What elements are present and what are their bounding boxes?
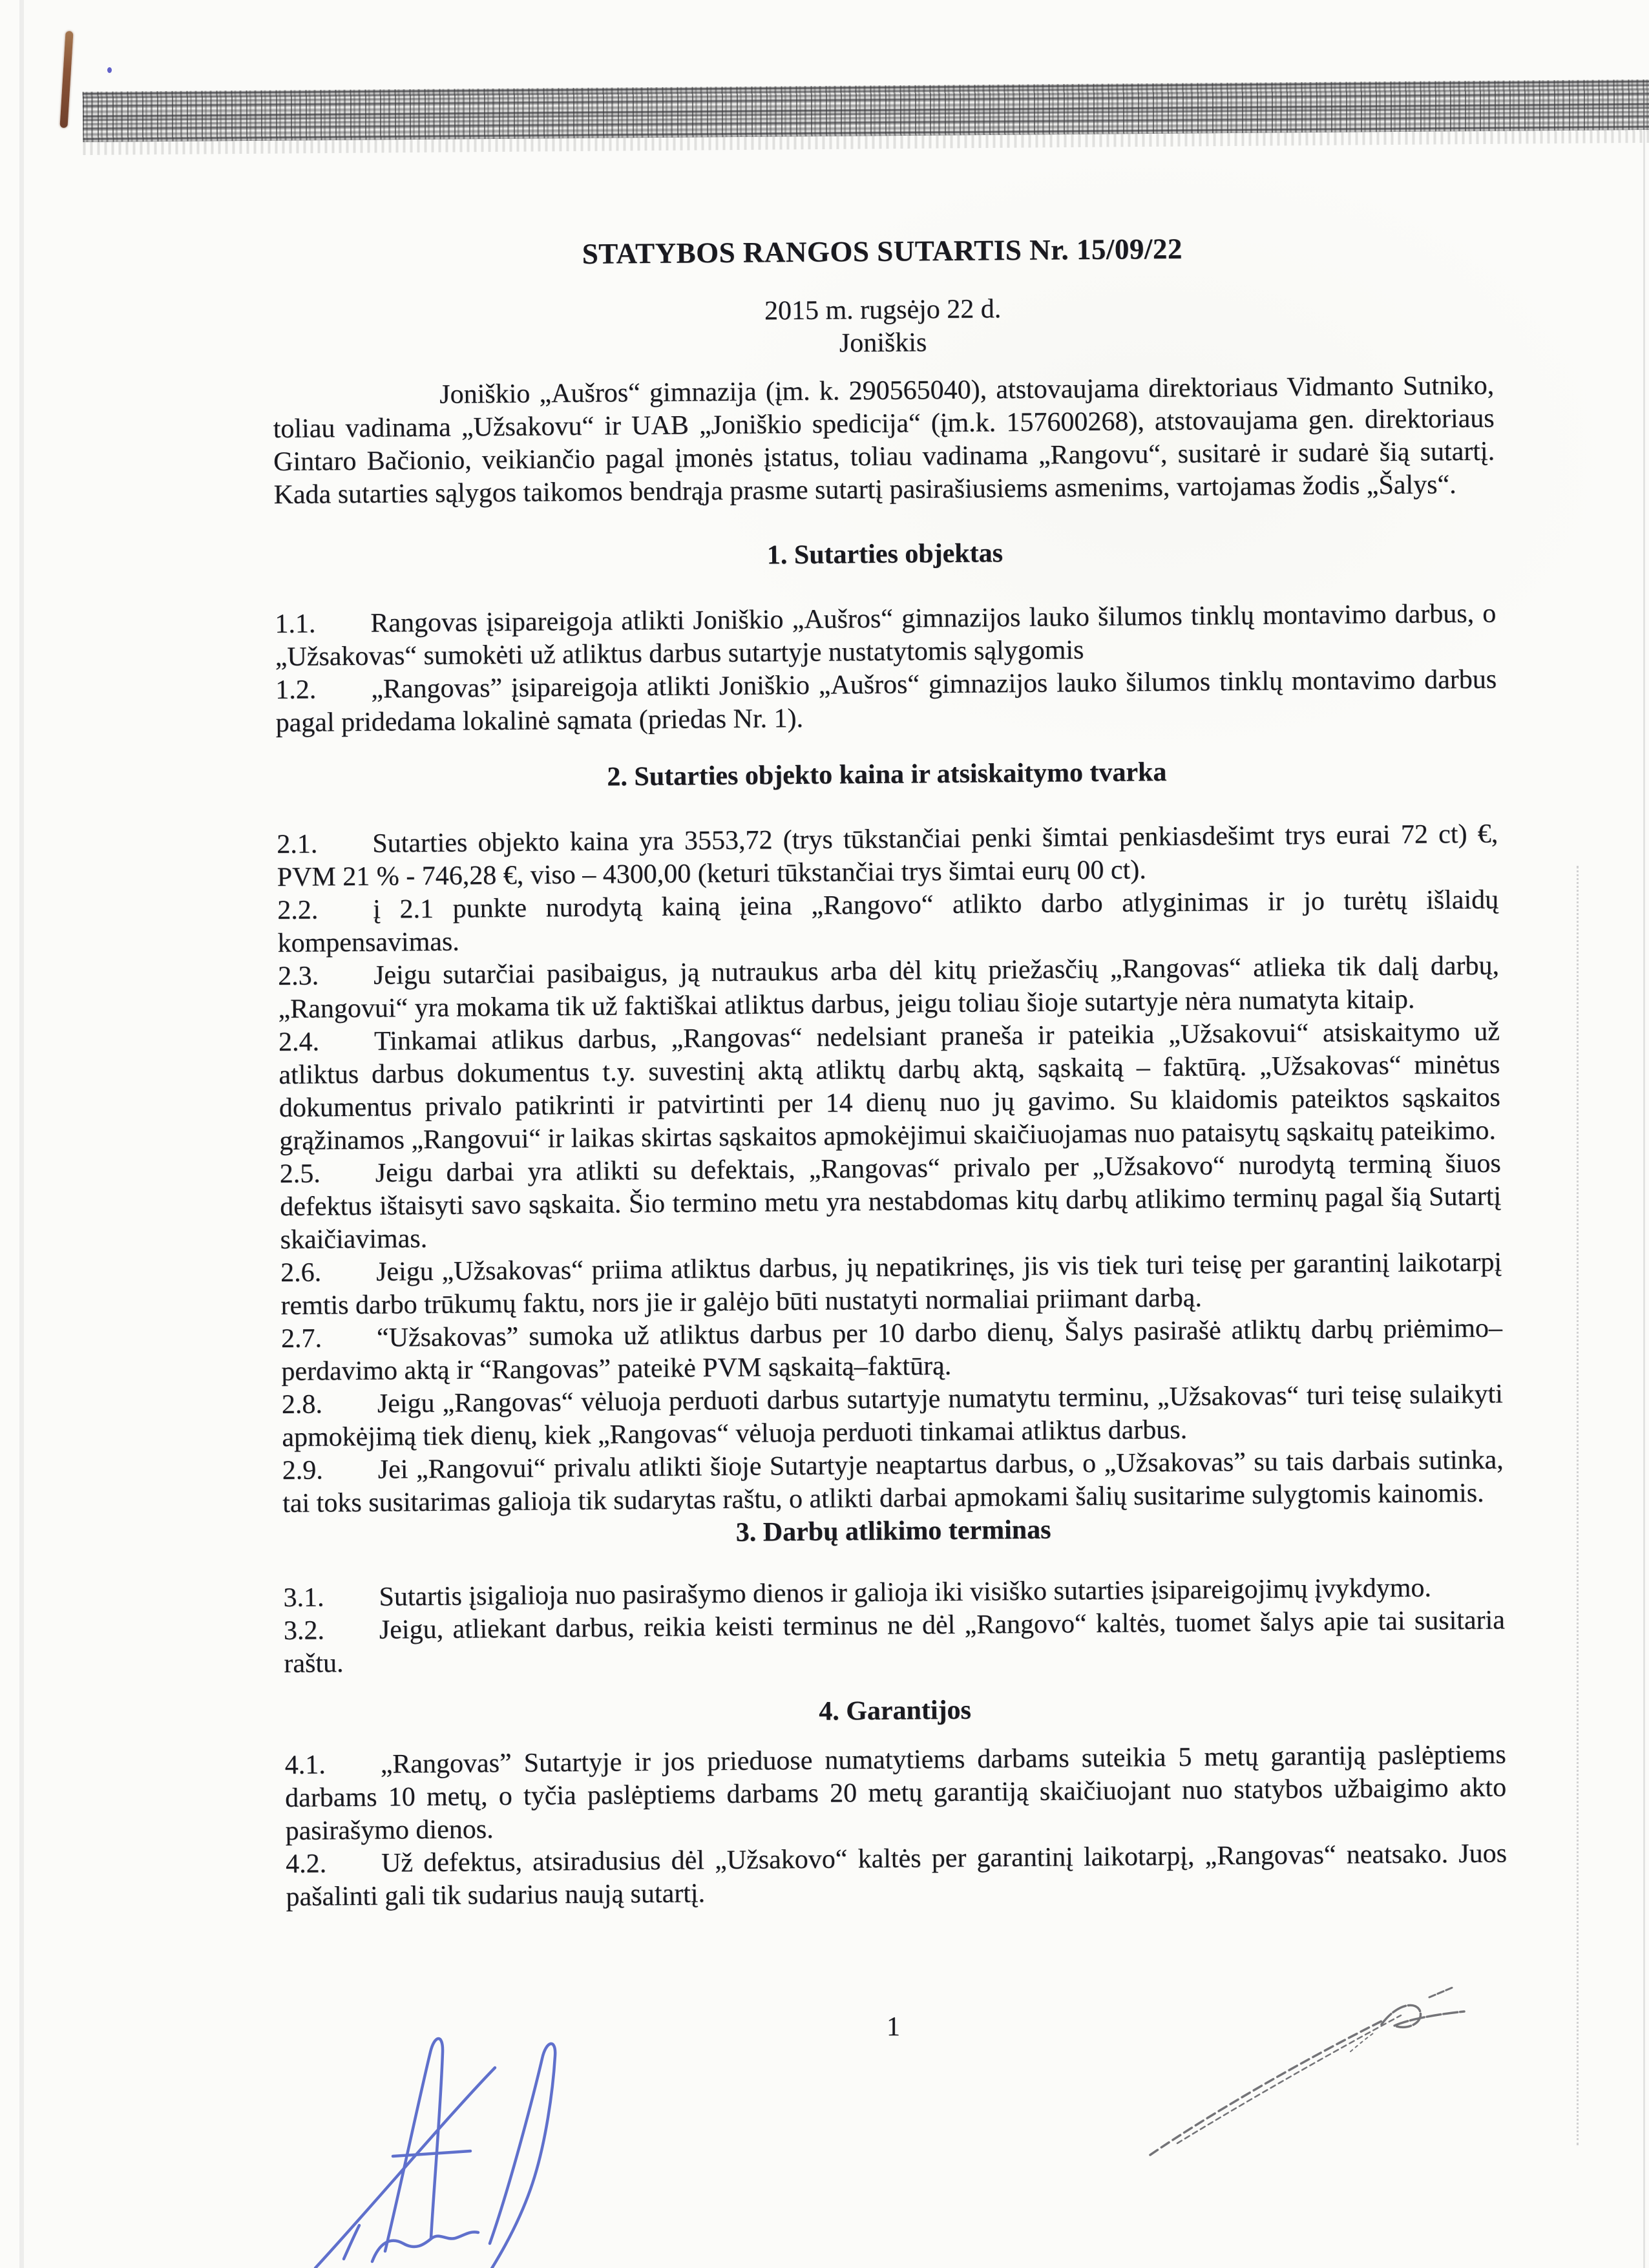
clause-number: 2.9. bbox=[282, 1455, 323, 1486]
clause-number: 2.3. bbox=[277, 961, 319, 991]
clause-number: 1.2. bbox=[275, 675, 317, 706]
clause-text: Jeigu, atliekant darbus, reikia keisti terminus ne dėl „Rangovo“ kaltės, tuomet šalys apie tai susitaria raštu. bbox=[284, 1605, 1506, 1679]
preamble-paragraph: Joniškio „Aušros“ gimnazija (įm. k. 290565040), atstovaujama direktoriaus Vidmanto Sutniko, toliau vadinama „Užsakovu“ ir UAB „Joniškio spedicija“ (įm.k. 157600268), atstovaujama gen. direktoriaus Gintaro Bačionio, veikiančio pagal įmonės įstatus, toliau vadinama „Rangovu“, susitarė ir sudarė šią sutartį. Kada sutarties sąlygos taikomos bendrąja prasme sutartį pasirašiusiems asmenims, vartojamas žodis „Šalys“. bbox=[273, 370, 1495, 510]
clause-number: 2.1. bbox=[277, 829, 318, 860]
pencil-scribble-icon bbox=[1137, 1974, 1499, 2168]
document-place: Joniškis bbox=[839, 328, 927, 359]
clause-number: 3.1. bbox=[283, 1582, 324, 1613]
clause-1-1 bbox=[275, 598, 1497, 674]
section-2 bbox=[277, 818, 1504, 1520]
clause-text: Tinkamai atlikus darbus, „Rangovas“ nedelsiant praneša ir pateikia „Užsakovui“ atsiskaitymo už atliktus darbus dokumentus t.y. suvestinį aktą atliktų darbų aktą, sąskaitą – faktūrą. „Užsakovas“ minėtus dokumentus privalo patikrinti ir patvirtinti per 14 dienų nuo jų gavimo. Su klaidomis pateiktos sąskaitos grąžinamos „Rangovui“ ir laikas skirtas sąskaitos apmokėjimui skaičiuojamas nuo pataisytų sąskaitų pateikimo. bbox=[278, 1016, 1501, 1156]
clause-text: Rangovas įsipareigoja atlikti Joniškio „Aušros“ gimnazijos lauko šilumos tinklų montavimo darbus, o „Užsakovas“ sumokėti už atliktus darbus sutartyje nustatytomis sąlygomis bbox=[275, 598, 1497, 673]
section-heading-4: 4. Garantijos bbox=[819, 1695, 972, 1727]
clause-text: Už defektus, atsiradusius dėl „Užsakovo“ kaltės per garantinį laikotarpį, „Rangovas“ neatsako. Juos pašalinti gali tik sudarius naują sutartį. bbox=[286, 1838, 1507, 1912]
clause-4-1 bbox=[285, 1738, 1507, 1847]
clause-2-7 bbox=[281, 1312, 1503, 1388]
section-heading-2: 2. Sutarties objekto kaina ir atsiskaitymo tvarka bbox=[607, 757, 1167, 792]
clause-text: “Užsakovas” sumoka už atliktus darbus per 10 darbo dienų, Šalys pasirašė atliktų darbų priėmimo–perdavimo aktą ir “Rangovas” pateikė PVM sąskaitą–faktūrą. bbox=[281, 1313, 1503, 1387]
clause-number: 4.1. bbox=[284, 1750, 326, 1780]
clause-text: Jei „Rangovui“ privalu atlikti šioje Sutartyje neaptartus darbus, o „Užsakovas” su tais darbais sutinka, tai toks susitarimas galioja tik sudarytas raštu, o atlikti darbai apmokami šalių susitarime sulygtomis kainomis. bbox=[282, 1445, 1504, 1518]
clause-2-3 bbox=[278, 950, 1500, 1026]
clause-2-9 bbox=[282, 1444, 1504, 1520]
scan-edge-left bbox=[19, 0, 24, 2268]
clause-2-8 bbox=[282, 1378, 1504, 1454]
blue-ink-dot bbox=[107, 67, 112, 73]
clause-number: 4.2. bbox=[285, 1849, 327, 1879]
scan-edge-right bbox=[1643, 90, 1645, 2268]
paper-fold-line bbox=[1577, 866, 1579, 2145]
clause-number: 2.5. bbox=[279, 1159, 320, 1189]
clause-2-5 bbox=[280, 1147, 1502, 1256]
section-3 bbox=[283, 1571, 1505, 1680]
clause-text: Jeigu darbai yra atlikti su defektais, „Rangovas“ privalo per „Užsakovo“ nurodytą terminą šiuos defektus ištaisyti savo sąskaita. Šio termino metu yra nestabdomas kitų darbų atlikimo terminų pagal šią Sutartį skaičiavimas. bbox=[280, 1148, 1502, 1255]
clause-number: 1.1. bbox=[275, 609, 316, 640]
clause-number: 2.2. bbox=[277, 895, 319, 926]
clause-text: į 2.1 punkte nurodytą kainą įeina „Rangovo“ atlikto darbo atlyginimas ir jo turėtų išlaidų kompensavimas. bbox=[277, 885, 1499, 959]
clause-text: Sutartis įsigalioja nuo pasirašymo dienos ir galioja iki visiško sutarties įsipareigojimų įvykdymo. bbox=[379, 1573, 1432, 1612]
section-4 bbox=[285, 1738, 1507, 1913]
clause-number: 2.6. bbox=[280, 1257, 322, 1288]
document-date: 2015 m. rugsėjo 22 d. bbox=[764, 294, 1002, 326]
clause-text: „Rangovas” Sutartyje ir jos prieduose numatytiems darbams suteikia 5 metų garantiją paslėptiems darbams 10 metų, o tyčia paslėptiems darbams 20 metų garantiją skaičiuojant nuo statybos užbaigimo akto pasirašymo dienos. bbox=[284, 1739, 1507, 1846]
clause-2-2 bbox=[277, 884, 1499, 960]
brown-ink-mark bbox=[59, 31, 73, 128]
handwritten-signature-icon bbox=[277, 1998, 690, 2268]
clause-2-1 bbox=[277, 818, 1498, 894]
clause-3-2 bbox=[284, 1604, 1506, 1680]
clause-2-4 bbox=[278, 1016, 1501, 1158]
clause-number: 2.4. bbox=[278, 1027, 320, 1057]
clause-text: Jeigu „Užsakovas“ priima atliktus darbus, jų nepatikrinęs, jis vis tiek turi teisę per garantinį laikotarpį remtis darbo trūkumų faktu, nors jie ir galėjo būti nustatyti normaliai priimant darbą. bbox=[280, 1247, 1502, 1321]
clause-text: Jeigu „Rangovas“ vėluoja perduoti darbus sutartyje numatytu terminu, „Užsakovas“ turi teisę sulaikyti apmokėjimą tiek dienų, kiek „Rangovas“ vėluoja perduoti tinkamai atliktus darbus. bbox=[282, 1379, 1504, 1453]
clause-2-6 bbox=[280, 1246, 1502, 1322]
section-1 bbox=[275, 598, 1497, 740]
clause-text: Sutarties objekto kaina yra 3553,72 (trys tūkstančiai penki šimtai penkiasdešimt trys eurai 72 ct) €, PVM 21 % - 746,28 €, viso – 4300,00 (keturi tūkstančiai trys šimtai eurų 00 ct). bbox=[277, 819, 1498, 893]
section-heading-3: 3. Darbų atlikimo terminas bbox=[735, 1515, 1051, 1548]
clause-4-2 bbox=[286, 1837, 1507, 1913]
section-heading-1: 1. Sutarties objektas bbox=[766, 538, 1003, 571]
clause-text: Jeigu sutarčiai pasibaigus, ją nutraukus arba dėl kitų priežasčių „Rangovas“ atlieka tik dalį darbų, „Rangovui“ yra mokama tik už faktiškai atliktus darbus, jeigu toliau šioje sutartyje nėra numatyta kitaip. bbox=[278, 950, 1500, 1024]
clause-number: 3.2. bbox=[283, 1615, 325, 1646]
page-number: 1 bbox=[887, 2012, 900, 2042]
clause-1-2 bbox=[275, 664, 1497, 740]
document-title: STATYBOS RANGOS SUTARTIS Nr. 15/09/22 bbox=[582, 232, 1183, 270]
clause-number: 2.7. bbox=[280, 1323, 322, 1354]
clause-number: 2.8. bbox=[281, 1389, 323, 1420]
document-body bbox=[269, 0, 1507, 1914]
clause-text: „Rangovas” įsipareigoja atlikti Joniškio „Aušros“ gimnazijos lauko šilumos tinklų montavimo darbus pagal pridedama lokalinė sąmata (priedas Nr. 1). bbox=[275, 664, 1497, 739]
